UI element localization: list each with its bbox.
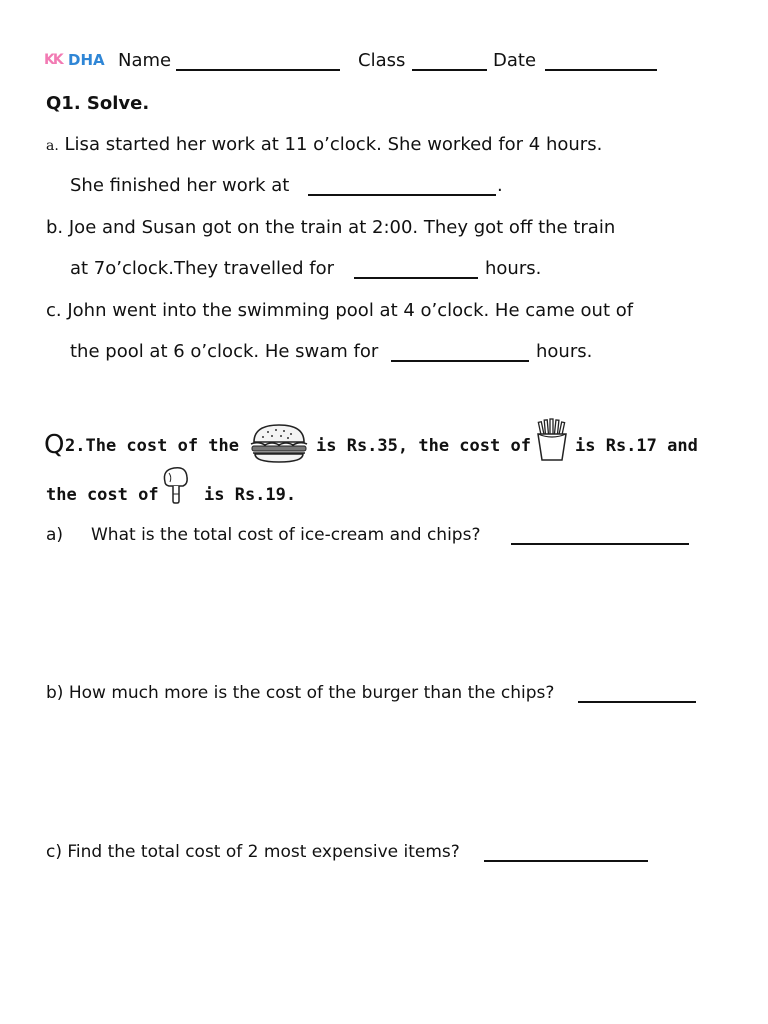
q1-a-blank[interactable] xyxy=(308,178,496,196)
name-blank[interactable] xyxy=(176,53,340,71)
q2-a-blank[interactable] xyxy=(511,527,689,545)
q2-intro-e: is Rs.19. xyxy=(204,485,297,505)
q1-title: Q1. Solve. xyxy=(46,93,150,114)
q1-b-blank[interactable] xyxy=(354,261,478,279)
q1-a-line1 xyxy=(46,134,602,157)
ice-cream-icon xyxy=(160,465,192,505)
logo xyxy=(44,52,104,74)
name-label: Name xyxy=(118,50,172,71)
logo-dha: DHA xyxy=(68,51,105,69)
q1-title-text: Q1. Solve xyxy=(46,93,143,114)
q2-intro-a: 2.The cost of the xyxy=(65,436,239,456)
date-label: Date xyxy=(493,50,537,71)
burger-icon xyxy=(248,422,310,464)
q2-c-text: c) Find the total cost of 2 most expensive items? xyxy=(46,842,460,862)
date-blank[interactable] xyxy=(545,53,657,71)
q2-b-blank[interactable] xyxy=(578,685,696,703)
q2-b-text: b) How much more is the cost of the burger than the chips? xyxy=(46,683,555,703)
q2-a-marker: a) xyxy=(46,525,64,545)
q1-b-line1: b. Joe and Susan got on the train at 2:00. They got off the train xyxy=(46,217,616,238)
q1-b-line2: at 7o’clock.They travelled for xyxy=(70,258,334,279)
q1-c-line1: c. John went into the swimming pool at 4 o’clock. He came out of xyxy=(46,300,634,321)
q2-intro-b: is Rs.35, the cost of xyxy=(316,436,531,456)
chips-icon xyxy=(534,418,570,462)
q1-a-line2: She finished her work at xyxy=(70,175,290,196)
q1-a-period: . xyxy=(497,175,503,196)
q1-c-hours: hours. xyxy=(536,341,593,362)
class-blank[interactable] xyxy=(412,53,487,71)
q1-b-hours: hours. xyxy=(485,258,542,279)
q2-intro-c: is Rs.17 and xyxy=(575,436,698,456)
class-label: Class xyxy=(358,50,406,71)
q1-a-text1: Lisa started her work at 11 o’clock. She worked for 4 hours. xyxy=(64,134,603,155)
q1-c-blank[interactable] xyxy=(391,344,529,362)
q1-c-line2: the pool at 6 o’clock. He swam for xyxy=(70,341,379,362)
q2-a-text: What is the total cost of ice-cream and chips? xyxy=(91,525,481,545)
q2-intro-d: the cost of xyxy=(46,485,159,505)
logo-kk: KK xyxy=(44,52,62,68)
q1-a-marker: a. xyxy=(46,138,59,154)
q2-big-q: Q xyxy=(44,430,65,460)
q2-c-blank[interactable] xyxy=(484,844,648,862)
